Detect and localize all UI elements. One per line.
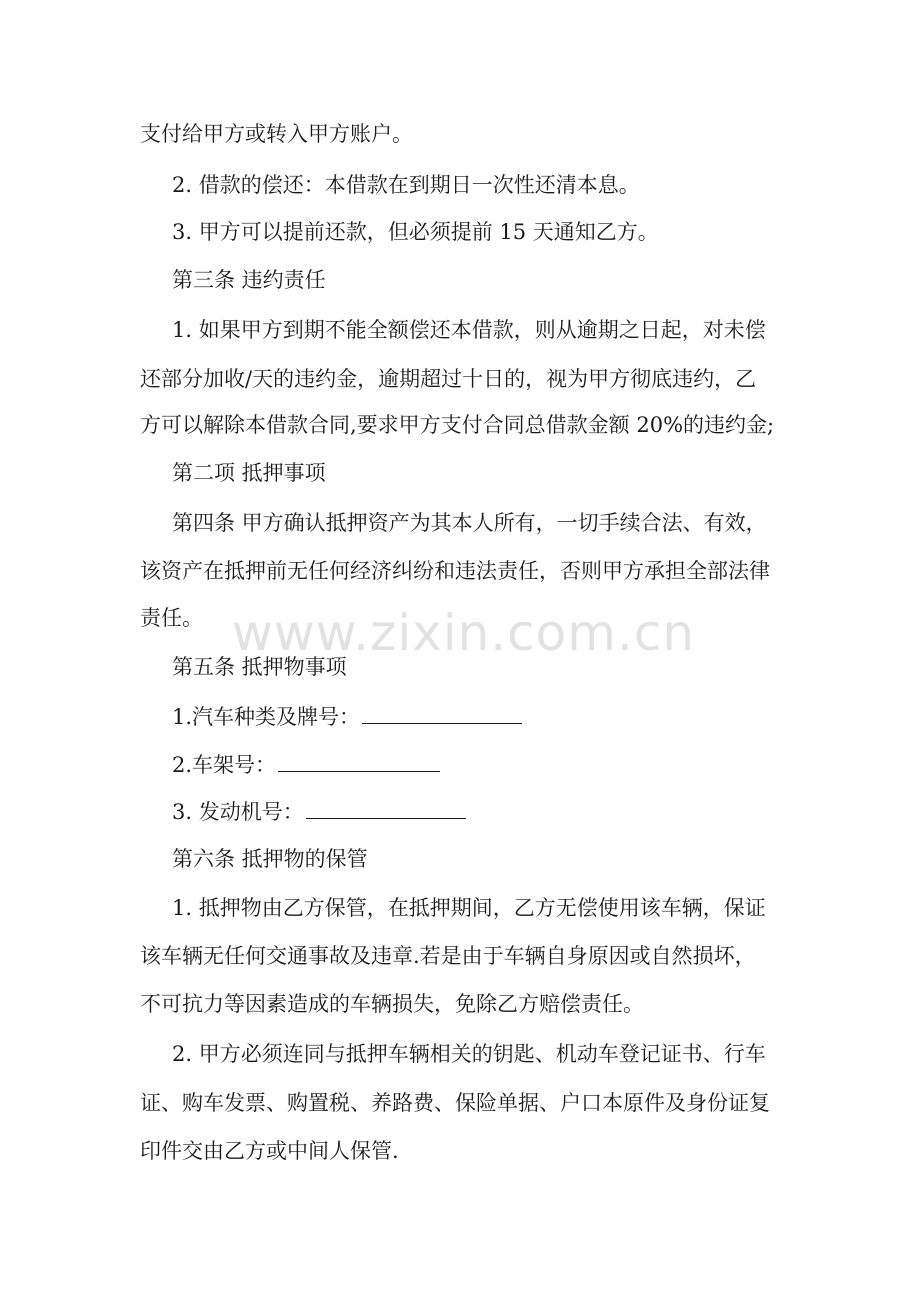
paragraph-line: 2. 甲方必须连同与抵押车辆相关的钥匙、机动车登记证书、行车 xyxy=(172,1042,766,1066)
paragraph-line: 该资产在抵押前无任何经济纠纷和违法责任，否则甲方承担全部法律 xyxy=(140,559,770,583)
section-heading: 第六条 抵押物的保管 xyxy=(172,847,368,871)
paragraph-line: 1. 如果甲方到期不能全额偿还本借款，则从逾期之日起，对未偿 xyxy=(172,318,766,342)
blank-line-engine-number xyxy=(306,798,466,819)
paragraph-line: 印件交由乙方或中间人保管. xyxy=(140,1139,399,1163)
paragraph-line: 该车辆无任何交通事故及违章.若是由于车辆自身原因或自然损坏， xyxy=(140,944,756,968)
form-field-row xyxy=(172,703,522,731)
field-label-vehicle-type-plate: 1.汽车种类及牌号： xyxy=(172,705,361,729)
paragraph-line: 证、购车发票、购置税、养路费、保险单据、户口本原件及身份证复 xyxy=(140,1091,770,1115)
form-field-row xyxy=(172,798,466,826)
paragraph-line: 不可抗力等因素造成的车辆损失，免除乙方赔偿责任。 xyxy=(140,992,644,1016)
section-heading: 第三条 违约责任 xyxy=(172,268,326,292)
field-label-frame-number: 2.车架号： xyxy=(172,753,277,777)
paragraph-line: 责任。 xyxy=(140,606,203,630)
form-field-row xyxy=(172,751,440,779)
field-label-engine-number: 3. 发动机号： xyxy=(172,800,304,824)
paragraph-line: 还部分加收/天的违约金，逾期超过十日的，视为甲方彻底违约，乙 xyxy=(140,367,757,391)
section-heading: 第五条 抵押物事项 xyxy=(172,655,347,679)
paragraph-line: 1. 抵押物由乙方保管，在抵押期间，乙方无偿使用该车辆，保证 xyxy=(172,896,766,920)
paragraph-line: 3. 甲方可以提前还款，但必须提前 15 天通知乙方。 xyxy=(172,220,659,244)
site-watermark: www.zixin.com.cn xyxy=(232,604,696,662)
section-heading: 第二项 抵押事项 xyxy=(172,461,326,485)
paragraph-line: 支付给甲方或转入甲方账户。 xyxy=(140,122,413,146)
paragraph-line: 方可以解除本借款合同,要求甲方支付合同总借款金额 20%的违约金; xyxy=(140,413,775,437)
blank-line-frame-number xyxy=(278,751,440,772)
paragraph-line: 第四条 甲方确认抵押资产为其本人所有，一切手续合法、有效， xyxy=(172,511,767,535)
paragraph-line: 2. 借款的偿还：本借款在到期日一次性还清本息。 xyxy=(172,173,640,197)
blank-line-vehicle-type-plate xyxy=(362,703,522,724)
